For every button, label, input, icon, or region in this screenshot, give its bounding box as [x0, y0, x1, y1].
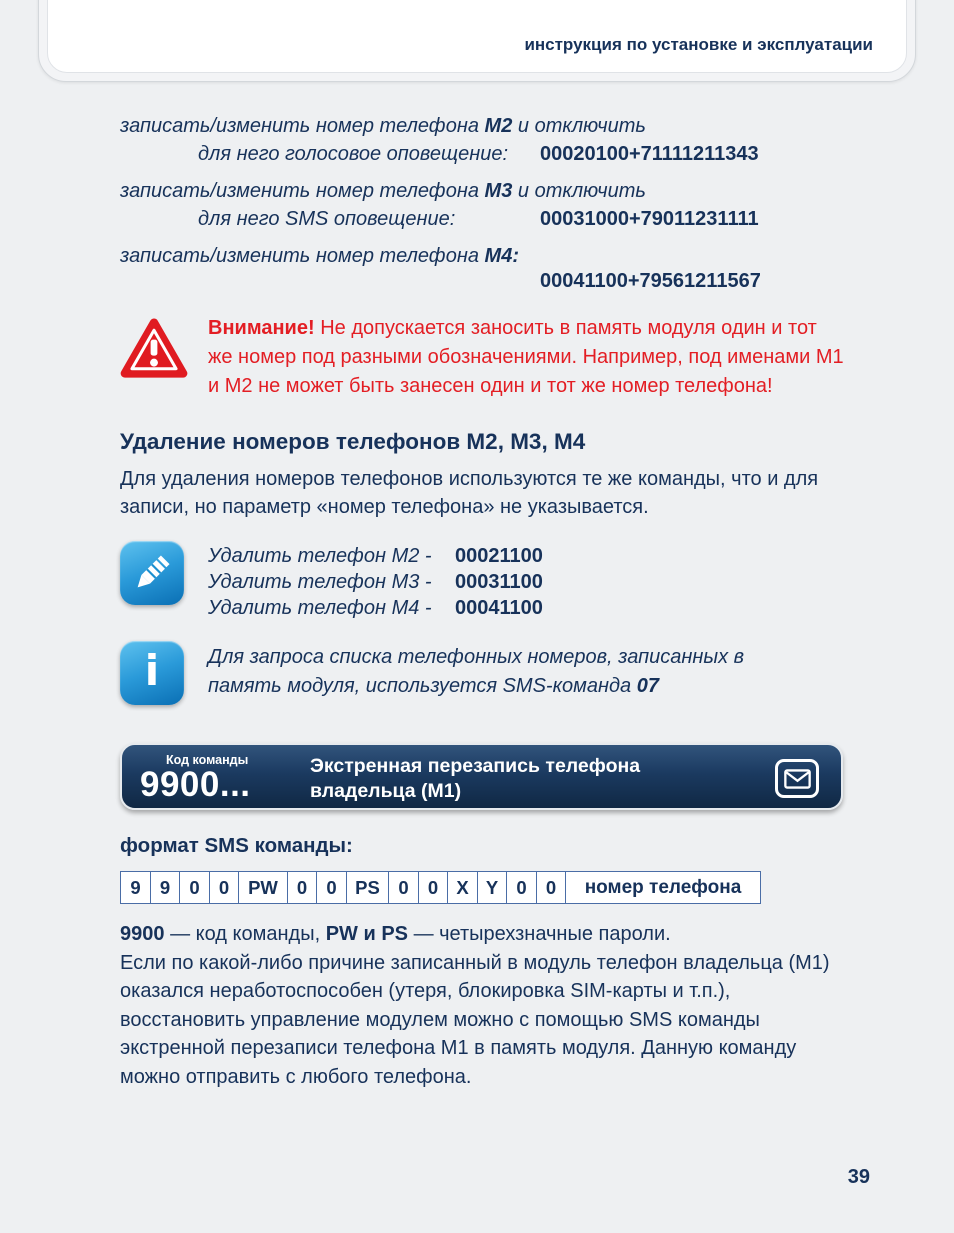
pencil-icon: [126, 547, 178, 599]
info-note-block: [120, 641, 846, 705]
page-header-title: инструкция по установке и эксплуатации: [524, 35, 873, 54]
section-heading: Удаление номеров телефонов М2, М3, М4: [120, 429, 586, 454]
warning-text: [208, 314, 846, 401]
delete-command-lines: [208, 541, 543, 621]
command-m3-intro: записать/изменить номер телефона: [120, 180, 479, 202]
sms-format-label: формат SMS команды:: [120, 834, 353, 857]
description-mid1: — код команды,: [170, 923, 321, 945]
command-m2-line2: [120, 140, 846, 168]
command-m2-label: М2: [484, 115, 513, 137]
banner-title: Экстренная перезапись телефона владельца (М1): [310, 755, 641, 802]
mail-icon: [784, 769, 811, 789]
description-line1: [120, 920, 836, 949]
sms-cell-ps: PS: [346, 871, 390, 904]
warning-iconbox: [120, 314, 208, 401]
sms-cell: Y: [477, 871, 508, 904]
delete-m4-line: [208, 595, 543, 621]
sms-cell-pw: PW: [238, 871, 288, 904]
info-iconbox: [120, 641, 184, 705]
delete-m3-label: Удалить телефон М3 -: [208, 571, 432, 593]
command-m3-line1: [120, 177, 846, 205]
sms-cell: 9: [120, 871, 151, 904]
sms-cell-phone: номер телефона: [565, 871, 761, 904]
sms-cell: 0: [536, 871, 567, 904]
command-m4-line1: [120, 242, 846, 270]
delete-m4-label: Удалить телефон М4 -: [208, 597, 432, 619]
command-m4-code: 00041100+79561211567: [540, 270, 761, 292]
sms-cell: 0: [287, 871, 318, 904]
banner-code: 9900...: [140, 765, 251, 804]
banner-code-label: Код команды: [166, 753, 249, 767]
sms-cell: X: [447, 871, 478, 904]
warning-icon: [120, 318, 188, 380]
description-body: Если по какой-либо причине записанный в модуль телефон владельца (М1) оказался неработоспособен (утеря, блокировка SIM-карты и т.п.), восстановить управление модулем можно с помощью SMS команды экстренной перезаписи телефона М1 в память модуля. Данную команду можно отправить с любого телефона.: [120, 951, 830, 1088]
description-mid2: — четырехзначные пароли.: [413, 923, 671, 945]
delete-commands-block: [120, 541, 846, 621]
command-m2-line1: [120, 112, 846, 140]
delete-m4-code: 00041100: [455, 597, 543, 619]
description-code-bold: 9900: [120, 923, 165, 945]
sms-cell: 0: [209, 871, 240, 904]
sms-format-table: [120, 871, 846, 904]
mail-iconbox: [775, 759, 819, 798]
sms-cell: 0: [418, 871, 449, 904]
command-m3-desc: для него SMS оповещение:: [198, 208, 456, 230]
command-m3-code: 00031000+79011231111: [540, 208, 759, 230]
command-m4: [120, 242, 846, 298]
info-note-body: Для запроса списка телефонных номеров, записанных в память модуля, используется SMS-команда: [208, 646, 745, 697]
pencil-iconbox: [120, 541, 184, 605]
header-card: [38, 0, 916, 82]
command-m2-desc: для него голосовое оповещение:: [198, 143, 508, 165]
sms-cell: 0: [179, 871, 210, 904]
description-paragraph: [120, 920, 836, 1091]
sms-cell: 0: [506, 871, 537, 904]
command-m3: [120, 177, 846, 233]
command-m4-label: М4:: [484, 245, 519, 267]
info-note-code: 07: [636, 675, 659, 697]
command-m2-code: 00020100+71111211343: [540, 143, 759, 165]
delete-m2-code: 00021100: [455, 545, 543, 567]
delete-m3-line: [208, 569, 543, 595]
page-content: [120, 112, 846, 1091]
sms-cell: 0: [316, 871, 347, 904]
sms-cell: 9: [150, 871, 181, 904]
command-m4-intro: записать/изменить номер телефона: [120, 245, 479, 267]
delete-m2-line: [208, 543, 543, 569]
command-m2-intro: записать/изменить номер телефона: [120, 115, 479, 137]
sms-cell: 0: [388, 871, 419, 904]
warning-title: Внимание!: [208, 317, 315, 339]
command-m3-tail: и отключить: [517, 180, 646, 202]
section-intro: Для удаления номеров телефонов используются те же команды, что и для записи, но параметр «номер телефона» не указывается.: [120, 468, 819, 518]
delete-m2-label: Удалить телефон М2 -: [208, 545, 432, 567]
warning-block: [120, 314, 846, 401]
command-m2-tail: и отключить: [517, 115, 646, 137]
delete-m3-code: 00031100: [455, 571, 543, 593]
command-banner: [120, 743, 843, 810]
command-m4-line2: [120, 270, 846, 298]
info-note-text: [208, 641, 816, 705]
description-pw-bold: PW и PS: [325, 923, 408, 945]
command-m3-label: М3: [484, 180, 513, 202]
command-m3-line2: [120, 205, 846, 233]
info-icon: i: [144, 646, 160, 695]
command-m2: [120, 112, 846, 168]
page-number: 39: [847, 1166, 870, 1188]
warning-body: Не допускается заносить в память модуля один и тот же номер под разными обозначениями. Например, под именами М1 и М2 не может быть занесен один и тот же номер телефона!: [208, 317, 844, 397]
